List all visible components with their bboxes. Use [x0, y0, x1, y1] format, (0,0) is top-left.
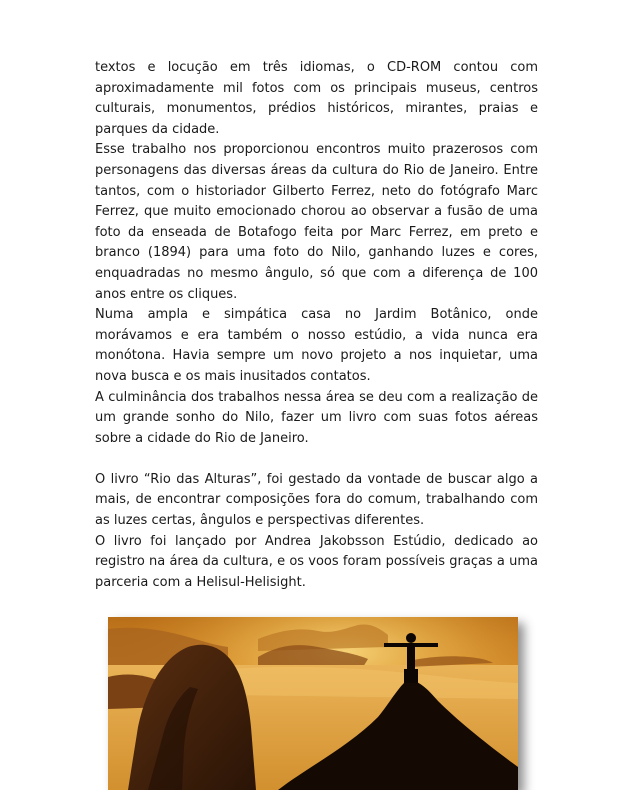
photo-illustration: [108, 617, 518, 790]
paragraph-encounters: Esse trabalho nos proporcionou encontros muito prazerosos com personagens das diversas áreas da cultura do Rio de Janeiro. Entre tantos, com o historiador Gilberto Ferrez, neto do fotógrafo Marc Ferrez, que muito emocionado chorou ao observar a fusão de uma foto da enseada de Botafogo feita por Marc Ferrez, em preto e branco (1894) para uma foto do Nilo, ganhando luzes e cores, enquadradas no mesmo ângulo, só que com a diferença de 100 anos entre os cliques.: [95, 142, 538, 302]
paragraph-book: O livro “Rio das Alturas”, foi gestado da vontade de buscar algo a mais, de encontrar composições fora do comum, trabalhando com as luzes certas, ângulos e perspectivas diferentes.: [95, 471, 538, 529]
statue-head: [406, 633, 416, 643]
paragraph-spacer: [95, 449, 538, 470]
sunset-photo: [108, 617, 518, 790]
paragraph-culmination: A culminância dos trabalhos nessa área se deu com a realização de um grande sonho do Nilo, fazer um livro com suas fotos aéreas sobre a cidade do Rio de Janeiro.: [95, 389, 538, 446]
statue-body: [407, 645, 415, 671]
paragraph-house: Numa ampla e simpática casa no Jardim Botânico, onde morávamos e era também o nosso estúdio, a vida nunca era monótona. Havia sempre um novo projeto a nos inquietar, uma nova busca e os mais inusitados contatos.: [95, 307, 538, 384]
statue-arms: [384, 643, 438, 647]
body-text: [95, 58, 538, 593]
statue-pedestal: [404, 669, 418, 683]
paragraph-cdrom: textos e locução em três idiomas, o CD-ROM contou com aproximadamente mil fotos com os principais museus, centros culturais, monumentos, prédios históricos, mirantes, praias e parques da cidade.: [95, 60, 538, 137]
paragraph-launch: O livro foi lançado por Andrea Jakobsson Estúdio, dedicado ao registro na área da cultura, e os voos foram possíveis graças a uma parceria com a Helisul-Helisight.: [95, 533, 538, 590]
